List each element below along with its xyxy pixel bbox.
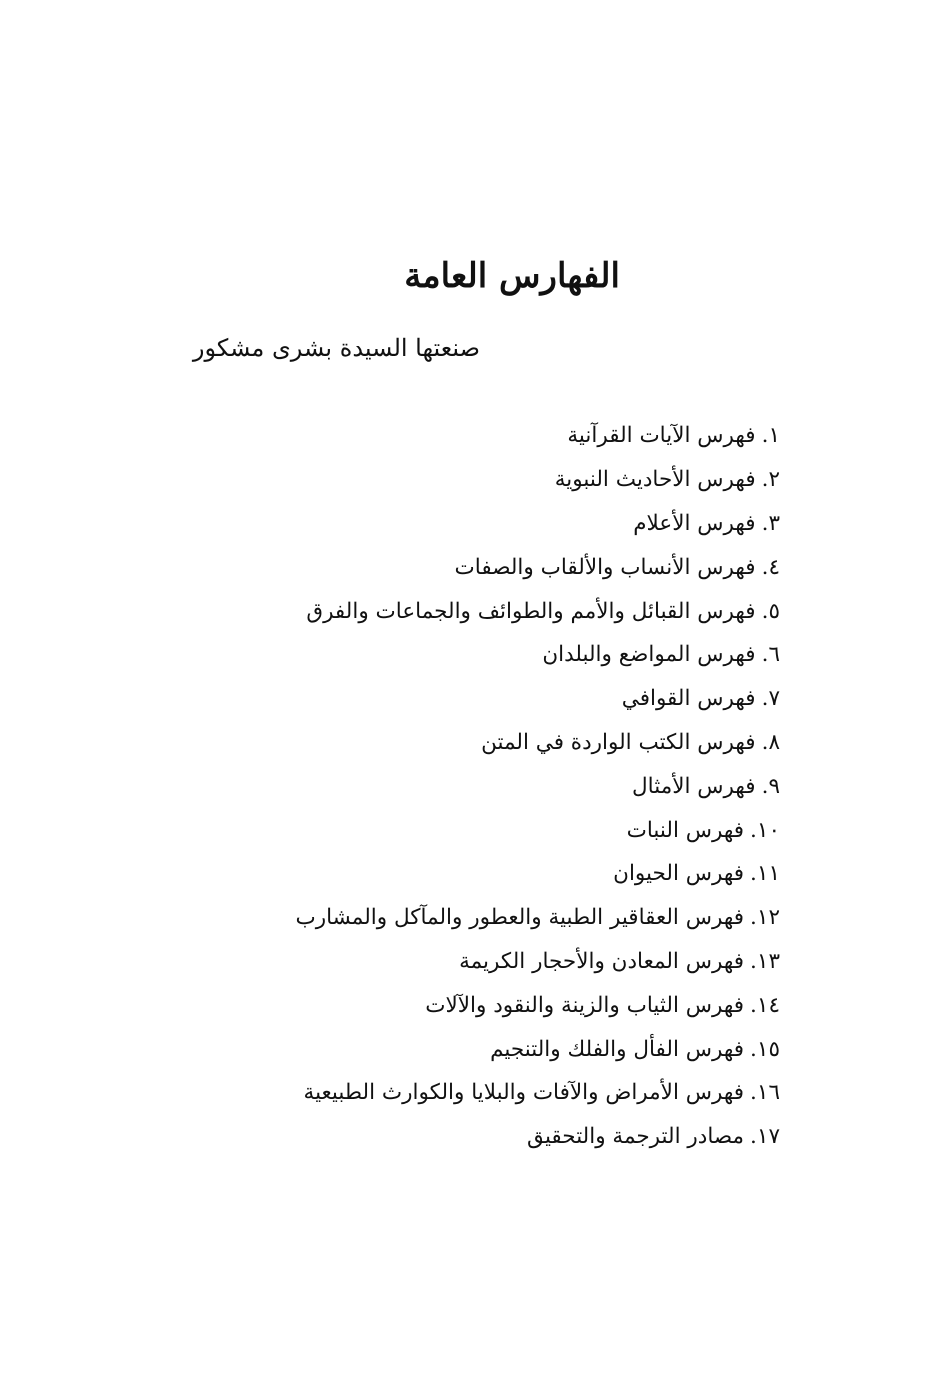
item-separator: .: [750, 1080, 757, 1106]
item-label: مصادر الترجمة والتحقيق: [527, 1124, 745, 1150]
item-label: فهرس الحيوان: [613, 861, 745, 887]
item-number: ٥: [768, 598, 780, 624]
item-number: ١٧: [756, 1124, 780, 1150]
item-number: ١٣: [756, 948, 780, 974]
item-label: فهرس العقاقير الطبية والعطور والمآكل والمشارب: [295, 905, 745, 931]
list-item: [250, 502, 780, 546]
item-separator: .: [761, 598, 769, 624]
item-separator: .: [761, 467, 769, 493]
item-separator: .: [761, 729, 769, 755]
list-item: [250, 545, 780, 589]
item-number: ١: [768, 423, 780, 449]
item-separator: .: [750, 905, 757, 931]
list-item: [250, 589, 780, 633]
list-item: [250, 1071, 780, 1115]
page-subtitle: صنعتها السيدة بشرى مشكور: [192, 334, 480, 362]
item-number: ٨: [768, 729, 780, 755]
item-number: ١٢: [756, 905, 780, 931]
item-number: ٣: [768, 510, 780, 536]
list-item: [250, 721, 780, 765]
list-item: [250, 1027, 780, 1071]
list-item: [250, 677, 780, 721]
item-label: فهرس القبائل والأمم والطوائف والجماعات والفرق: [306, 598, 756, 624]
item-separator: .: [761, 642, 769, 668]
item-number: ٩: [768, 773, 780, 799]
item-label: فهرس الكتب الواردة في المتن: [481, 729, 756, 755]
item-label: فهرس الأمثال: [632, 773, 756, 799]
item-label: فهرس الأمراض والآفات والبلايا والكوارث الطبيعية: [303, 1080, 745, 1106]
item-number: ١٦: [756, 1080, 780, 1106]
item-label: فهرس القوافي: [621, 686, 756, 712]
list-item: [250, 808, 780, 852]
item-separator: .: [750, 1124, 757, 1150]
list-item: [250, 458, 780, 502]
item-number: ١٠: [756, 817, 780, 843]
item-label: فهرس الأحاديث النبوية: [554, 467, 756, 493]
list-item: [250, 764, 780, 808]
item-number: ٧: [768, 686, 780, 712]
item-separator: .: [761, 554, 769, 580]
list-item: [250, 852, 780, 896]
item-separator: .: [750, 948, 757, 974]
item-separator: .: [761, 423, 769, 449]
item-separator: .: [750, 817, 757, 843]
list-item: [250, 896, 780, 940]
item-separator: .: [750, 861, 757, 887]
list-item: [250, 633, 780, 677]
item-separator: .: [750, 992, 757, 1018]
item-number: ٦: [768, 642, 780, 668]
item-label: فهرس الأنساب والألقاب والصفات: [454, 554, 756, 580]
item-number: ١٤: [756, 992, 780, 1018]
list-item: [250, 1115, 780, 1159]
item-label: فهرس المواضع والبلدان: [542, 642, 756, 668]
item-number: ٤: [768, 554, 780, 580]
list-item: [250, 414, 780, 458]
item-number: ٢: [768, 467, 780, 493]
list-item: [250, 940, 780, 984]
item-separator: .: [761, 773, 769, 799]
item-number: ١١: [756, 861, 780, 887]
page-title: الفهارس العامة: [404, 255, 620, 296]
item-label: فهرس الثياب والزينة والنقود والآلات: [425, 992, 745, 1018]
list-item: [250, 983, 780, 1027]
item-separator: .: [750, 1036, 757, 1062]
item-separator: .: [761, 510, 769, 536]
item-separator: .: [761, 686, 769, 712]
item-label: فهرس الآيات القرآنية: [567, 423, 756, 449]
item-label: فهرس النبات: [626, 817, 745, 843]
index-list: [250, 414, 780, 1159]
item-number: ١٥: [756, 1036, 780, 1062]
item-label: فهرس المعادن والأحجار الكريمة: [459, 948, 745, 974]
item-label: فهرس الأعلام: [633, 510, 756, 536]
item-label: فهرس الفأل والفلك والتنجيم: [490, 1036, 745, 1062]
